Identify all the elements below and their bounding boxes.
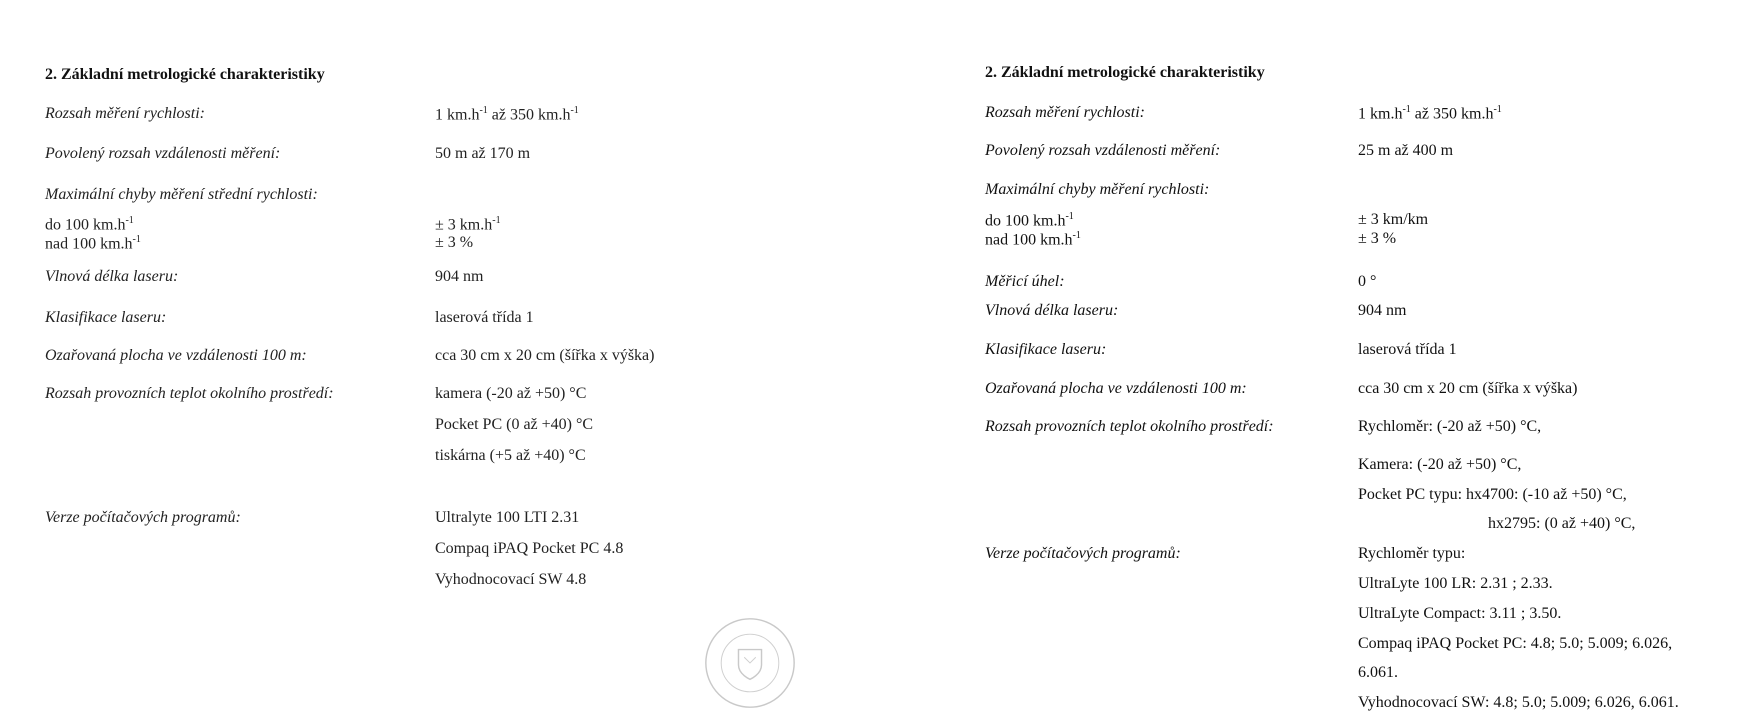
irradiated-area-value: cca 30 cm x 20 cm (šířka x výška) (435, 347, 655, 364)
speed-range-value: 1 $km.h^{-1}$ až 350 $km.h^{-1}$ (1358, 104, 1502, 123)
software-version: Rychloměr typu: (1358, 545, 1466, 562)
section-heading: 2. Základní metrologické charakteristiky (985, 64, 1265, 81)
wavelength-value: 904 nm (1358, 302, 1407, 319)
under-100-label: do 100 $km.h^{-1}$ (985, 211, 1074, 230)
software-versions-label: Verze počítačových programů: (985, 545, 1181, 562)
software-version: UltraLyte 100 LR: 2.31 ; 2.33. (1358, 575, 1553, 592)
distance-range-label: Povolený rozsah vzdálenosti měření: (985, 142, 1221, 159)
temperature-value: Pocket PC (0 až +40) °C (435, 416, 594, 433)
software-version: 6.061. (1358, 664, 1398, 681)
software-version: Vyhodnocovací SW: 4.8; 5.0; 5.009; 6.026, 6.061. (1358, 694, 1679, 711)
speed-range-label: Rozsah měření rychlosti: (985, 104, 1145, 121)
temperature-value: Rychloměr: (-20 až +50) °C, (1358, 418, 1542, 435)
official-seal-icon (702, 615, 798, 711)
under-100-label: do 100 $km.h^{-1}$ (45, 215, 134, 234)
max-error-label: Maximální chyby měření rychlosti: (985, 181, 1210, 198)
temperature-range-label: Rozsah provozních teplot okolního prostředí: (985, 418, 1274, 435)
max-error-label: Maximální chyby měření střední rychlosti: (45, 186, 318, 203)
speed-range-label: Rozsah měření rychlosti: (45, 105, 205, 122)
measuring-angle-label: Měřicí úhel: (985, 273, 1065, 290)
wavelength-label: Vlnová délka laseru: (45, 268, 179, 285)
software-version: UltraLyte Compact: 3.11 ; 3.50. (1358, 605, 1562, 622)
left-document-panel (0, 0, 870, 724)
software-version: Ultralyte 100 LTI 2.31 (435, 509, 580, 526)
wavelength-label: Vlnová délka laseru: (985, 302, 1119, 319)
laser-class-value: laserová třída 1 (435, 309, 534, 326)
temperature-value: Pocket PC typu: hx4700: (-10 až +50) °C, (1358, 486, 1627, 503)
section-heading: 2. Základní metrologické charakteristiky (45, 66, 325, 83)
temperature-value: hx2795: (0 až +40) °C, (1488, 515, 1636, 532)
distance-range-value: 25 m až 400 m (1358, 142, 1454, 159)
speed-range-value: 1 $km.h^{-1}$ až 350 $km.h^{-1}$ (435, 105, 579, 124)
laser-class-label: Klasifikace laseru: (985, 341, 1107, 358)
laser-class-label: Klasifikace laseru: (45, 309, 167, 326)
temperature-range-label: Rozsah provozních teplot okolního prostředí: (45, 385, 334, 402)
temperature-value: tiskárna (+5 až +40) °C (435, 447, 586, 464)
measuring-angle-value: 0 ° (1358, 273, 1377, 290)
temperature-value: kamera (-20 až +50) °C (435, 385, 587, 402)
wavelength-value: 904 nm (435, 268, 484, 285)
irradiated-area-label: Ozařovaná plocha ve vzdálenosti 100 m: (985, 380, 1247, 397)
under-100-value: ± 3 $km.h^{-1}$ (435, 215, 501, 234)
software-version: Vyhodnocovací SW 4.8 (435, 571, 587, 588)
over-100-value: ± 3 % (1358, 230, 1397, 247)
software-version: Compaq iPAQ Pocket PC: 4.8; 5.0; 5.009; 6.026, (1358, 635, 1673, 652)
over-100-label: nad 100 $km.h^{-1}$ (45, 234, 141, 253)
right-document-panel (870, 0, 1751, 724)
irradiated-area-label: Ozařovaná plocha ve vzdálenosti 100 m: (45, 347, 307, 364)
distance-range-label: Povolený rozsah vzdálenosti měření: (45, 145, 281, 162)
software-versions-label: Verze počítačových programů: (45, 509, 241, 526)
irradiated-area-value: cca 30 cm x 20 cm (šířka x výška) (1358, 380, 1578, 397)
over-100-value: ± 3 % (435, 234, 474, 251)
over-100-label: nad 100 $km.h^{-1}$ (985, 230, 1081, 249)
temperature-value: Kamera: (-20 až +50) °C, (1358, 456, 1522, 473)
software-version: Compaq iPAQ Pocket PC 4.8 (435, 540, 624, 557)
under-100-value: ± 3 km/km (1358, 211, 1429, 228)
distance-range-value: 50 m až 170 m (435, 145, 531, 162)
laser-class-value: laserová třída 1 (1358, 341, 1457, 358)
